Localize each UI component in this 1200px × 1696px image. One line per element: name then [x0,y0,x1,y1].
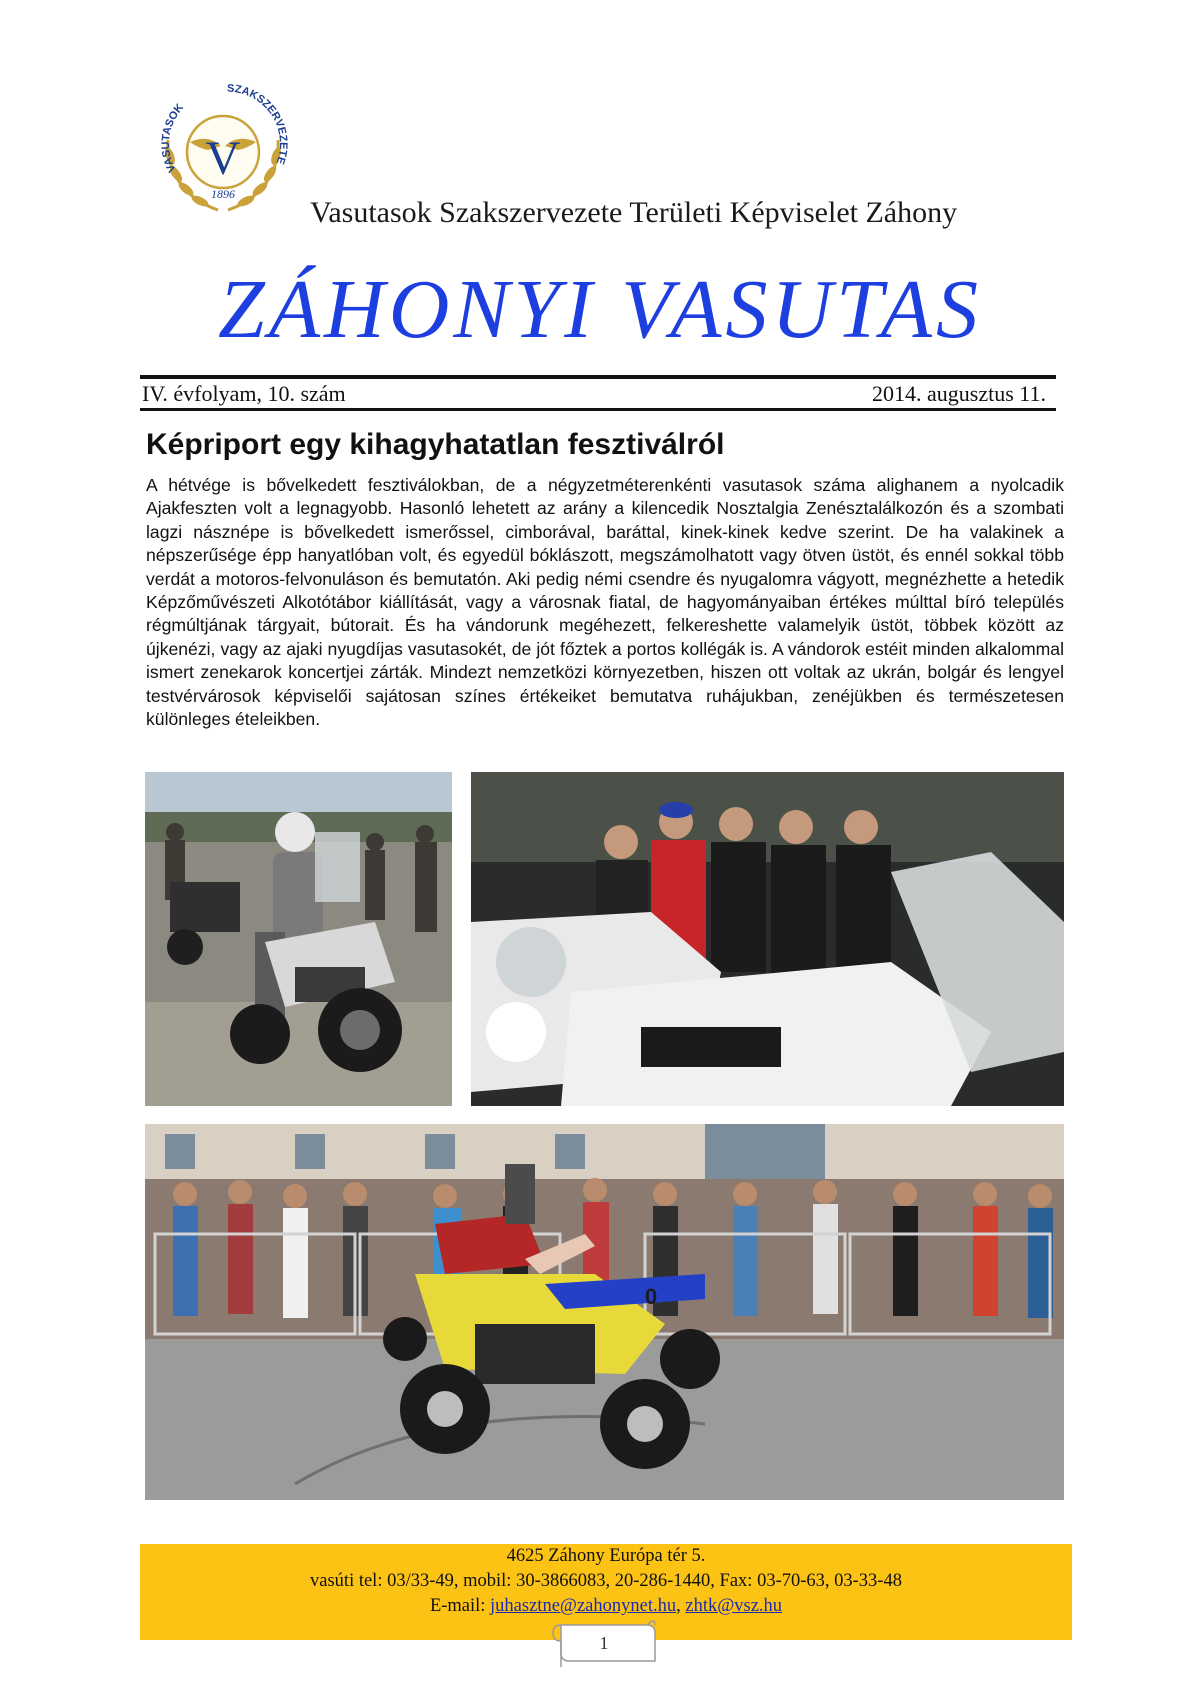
page-number-scroll [551,1617,657,1669]
article-body: A hétvége is bővelkedett fesztiválokban, de a négyzetméterenkénti vasutasok száma alighanem a nyolcadik Ajakfeszten volt a legnagyobb. Hasonló lehetett az arány a kilencedik Nosztalgia Zenésztalálkozón és a szombati lagzi násznépe is bővelkedett ismerőssel, cimborával, baráttal, kinek-kinek kedve szerint. De ha valakinek a népszerűsége épp hanyatlóban volt, és egyedül bóklászott, megszámolhatott vagy ötven üstöt, és ennél sokkal több verdát a motoros-felvonuláson és bemutatón. Aki pedig némi csendre és nyugalomra vágyott, megnézhette a hetedik Képzőművészeti Alkotótábor kiállítását, vagy a városnak fiatal, de hagyományaiban értékes múlttal bíró település régmúltjának tárgyait, bútorait. És ha vándorunk megéhezett, felkereshette valamelyik üstöt, többek között az újkenézi, vagy az ajaki nyugdíjas vasutasokét, de jót főztek a portos kollégák is. A vándorok estéit minden alkalommal ismert zenekarok koncertjei zárták. Mindezt nemzetközi környezetben, hiszen ott voltak az ukrán, bolgár és lengyel testvérvárosok képviselői sajátosan színes értékeiket bemutatva ruhájukban, zenéjükben és természetesen különleges ételeikben. [146,475,1064,730]
issue-info-row [140,381,1056,407]
svg-text:VASUTASOK: VASUTASOK [159,101,187,175]
footer-email-label: E-mail: [429,1596,491,1616]
email-separator: , [676,1596,686,1616]
footer-email-line [140,1594,1072,1619]
email-link-1[interactable]: juhasztne@zahonynet.hu [490,1596,677,1616]
svg-text:V: V [205,132,241,185]
footer-phones: vasúti tel: 03/33-49, mobil: 30-3866083, 20-286-1440, Fax: 03-70-63, 03-33-48 [310,1571,902,1591]
footer-address: 4625 Záhony Európa tér 5. [506,1546,706,1566]
masthead-title: ZÁHONYI VASUTAS [218,263,982,356]
union-logo [148,70,298,220]
photo-quad-stunt [145,1124,1064,1500]
article-title: Képriport egy kihagyhatatlan fesztiválról [146,428,725,461]
union-emblem-icon [148,70,298,220]
issue-date: 2014. augusztus 11. [872,381,1046,406]
organization-name: Vasutasok Szakszervezete Területi Képviselet Záhony [310,196,958,229]
svg-text:0: 0 [645,1284,658,1309]
photo-motorcyclist [145,772,452,1106]
issue-divider [140,408,1056,411]
svg-text:1896: 1896 [211,187,235,201]
email-link-2[interactable]: zhtk@vsz.hu [685,1596,783,1616]
issue-number: IV. évfolyam, 10. szám [142,381,346,406]
page-number: 1 [599,1633,609,1653]
masthead-divider [140,375,1056,379]
photo-group-motorcycles [471,772,1064,1106]
svg-text:SZAKSZERVEZETE: SZAKSZERVEZETE [226,82,290,166]
